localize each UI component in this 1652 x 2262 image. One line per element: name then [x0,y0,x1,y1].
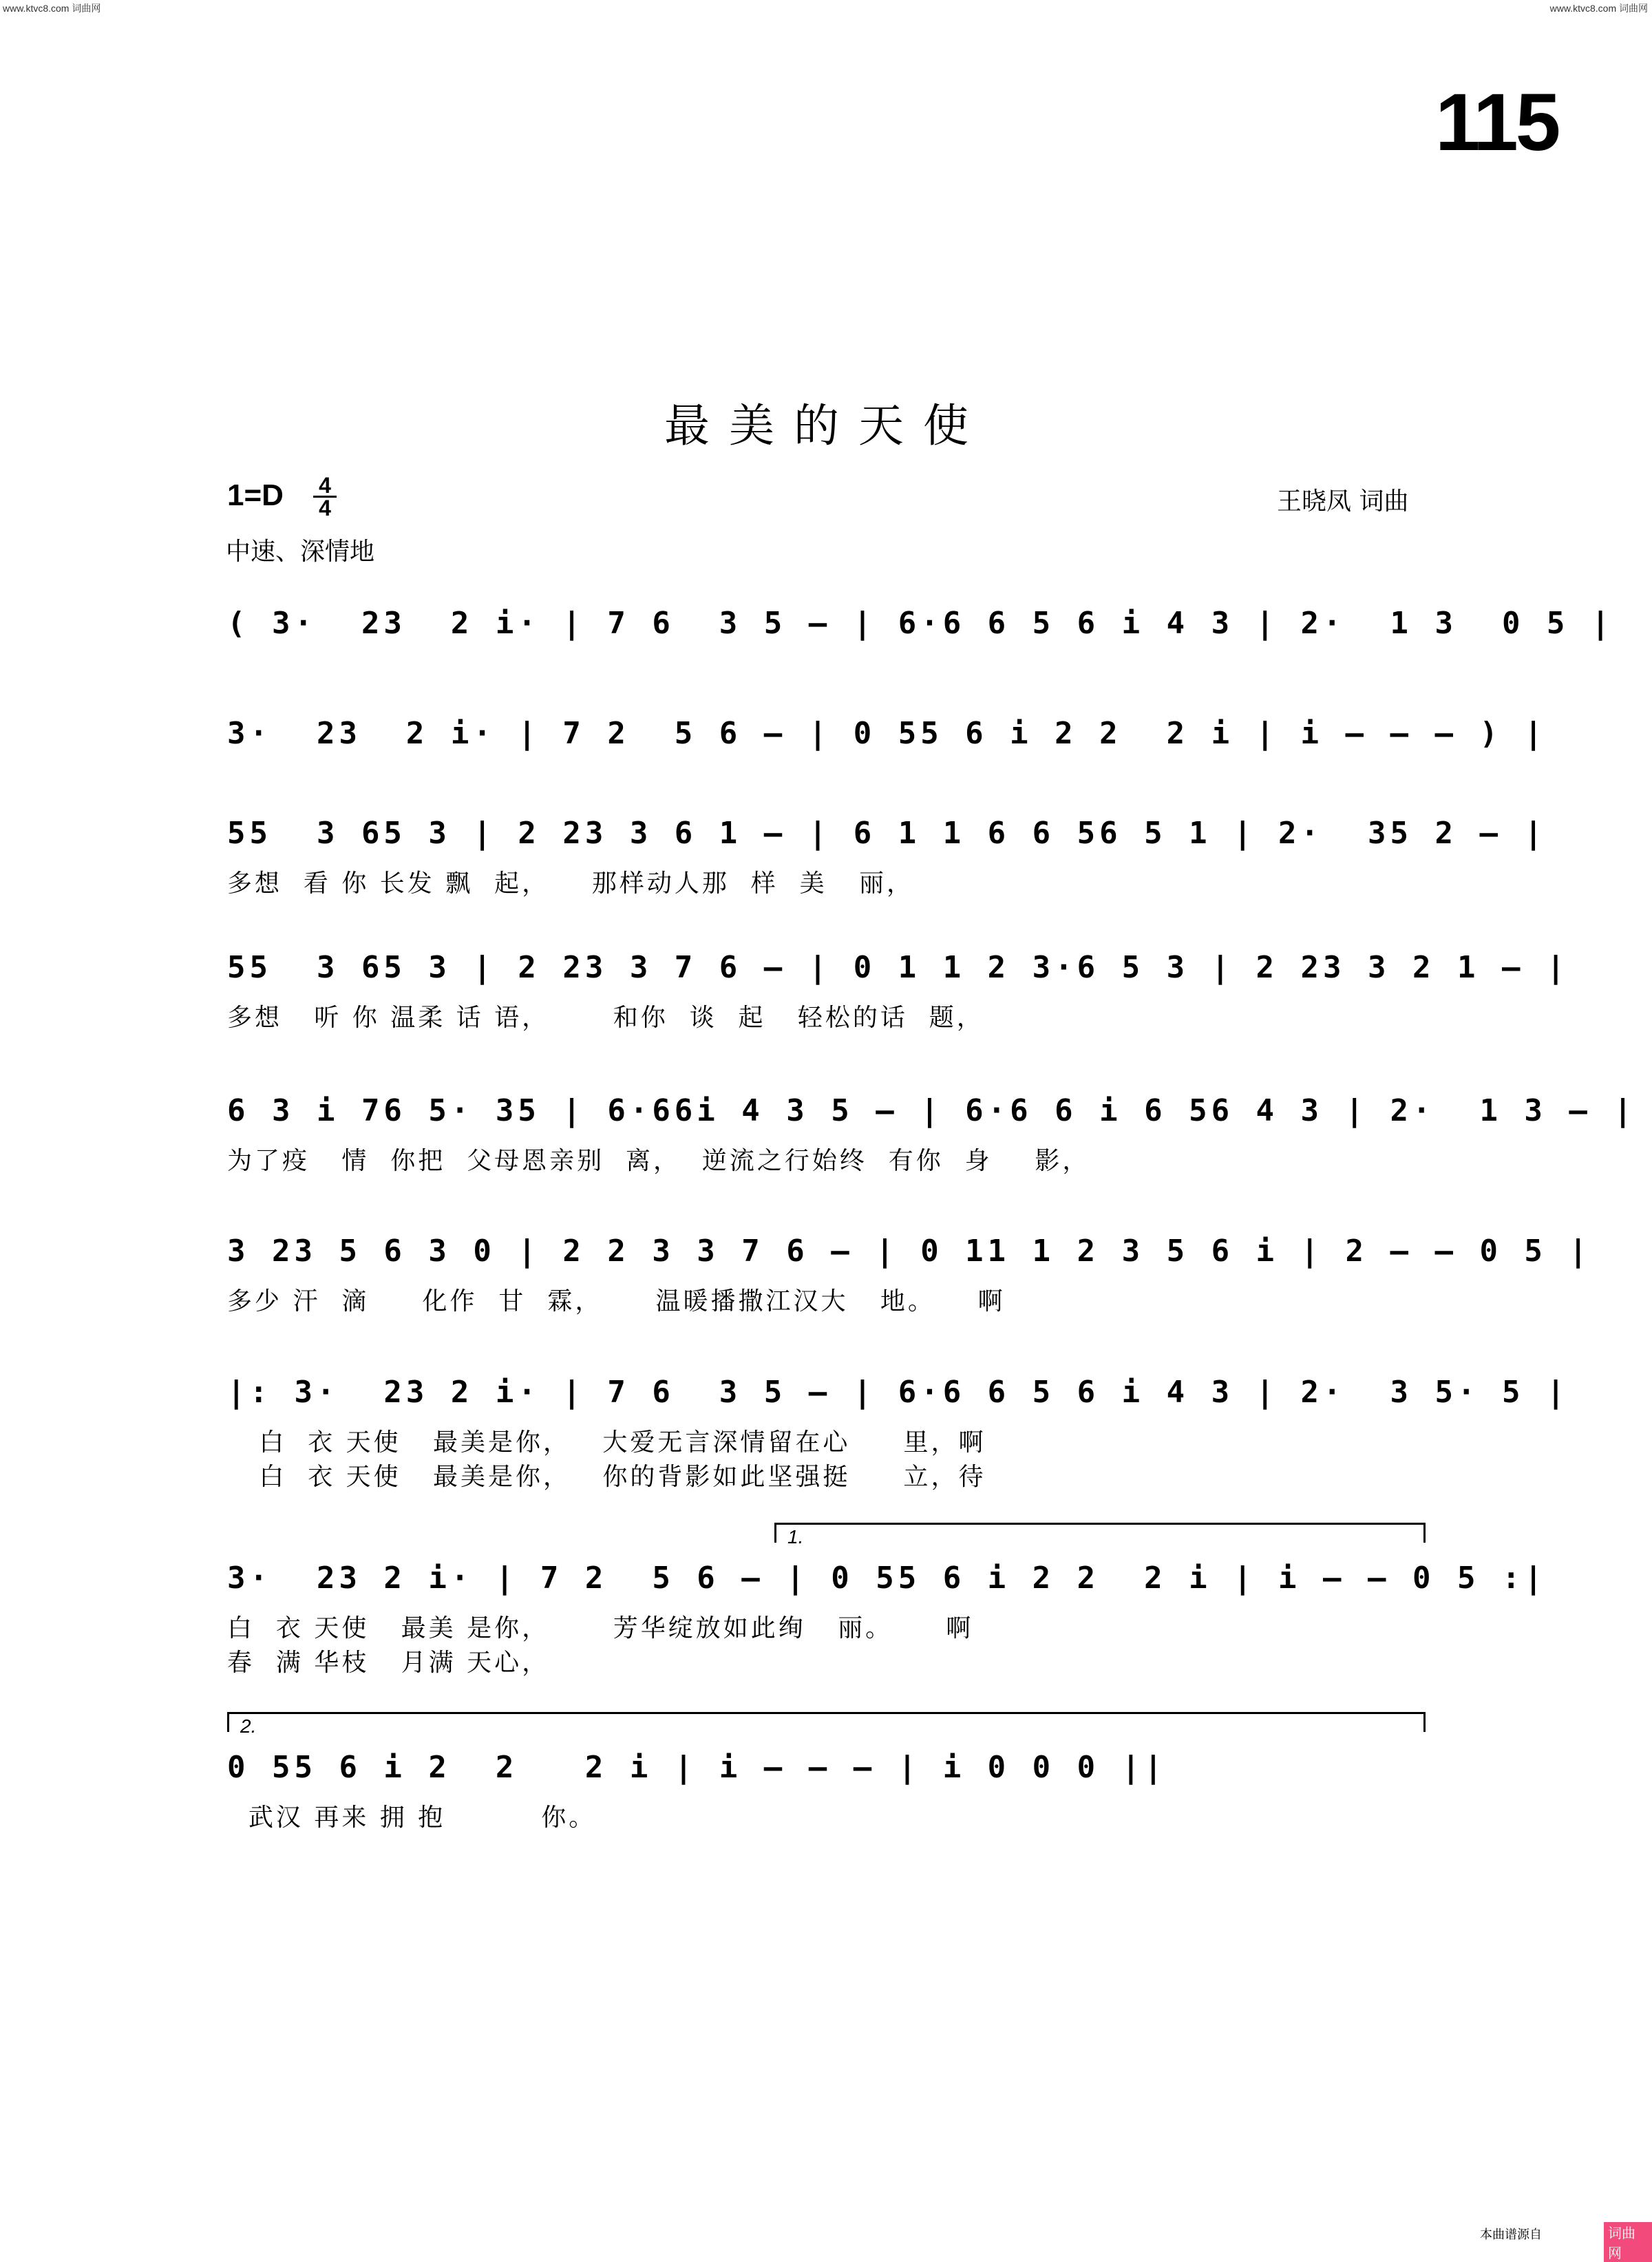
notation-line: |: 3· 23 2 i· | 7 6 3 5 – | 6·6 6 5 6 i 4 3 | 2· 3 5· 5 | [227,1375,1569,1410]
time-signature-top: 4 [319,473,331,498]
notation-line: 3 23 5 6 3 0 | 2 2 3 3 7 6 – | 0 11 1 2 3 5 6 i | 2 – – 0 5 | [227,1234,1591,1269]
lyric-line: 为了疫 情 你把 父母恩亲别 离， 逆流之行始终 有你 身 影， [227,1147,1090,1175]
page-number: 115 [1435,77,1558,168]
footer-brand-logo[interactable]: 词曲网 [1604,2222,1652,2262]
key-signature: 1=D [227,478,284,512]
lyric-line: 多想 听 你 温柔 话 语， 和你 谈 起 轻松的话 题， [227,1004,984,1032]
credits: 王晓凤 词曲 [1277,487,1409,516]
lyric-line: 春 满 华枝 月满 天心， [227,1649,550,1677]
time-signature-bottom: 4 [313,496,337,518]
lyric-line: 白 衣 天使 最美是你， 大爱无言深情留在心 里，啊 [227,1428,986,1457]
lyric-line: 多少 汗 滴 化作 甘 霖， 温暖播撒江汉大 地。 啊 [227,1287,1006,1315]
second-ending-bracket [227,1712,1426,1737]
header-site-left[interactable]: www.ktvc8.com 词曲网 [3,3,101,14]
second-ending-label: 2. [240,1715,257,1737]
notation-line: 3· 23 2 i· | 7 2 5 6 – | 0 55 6 i 2 2 2 i | i – – 0 5 :| [227,1561,1547,1596]
time-signature [313,475,337,518]
lyric-line: 白 衣 天使 最美是你， 你的背影如此坚强挺 立，待 [227,1463,986,1491]
first-ending-label: 1. [787,1526,804,1547]
header-site-right[interactable]: www.ktvc8.com 词曲网 [1549,3,1648,14]
first-ending-bracket [774,1523,1426,1547]
song-title: 最美的天使 [664,399,988,452]
lyric-line: 白 衣 天使 最美 是你， 芳华绽放如此绚 丽。 啊 [227,1614,974,1642]
notation-line: 6 3 i 76 5· 35 | 6·66i 4 3 5 – | 6·6 6 i 6 56 4 3 | 2· 1 3 – | [227,1093,1636,1128]
tempo-marking: 中速、深情地 [226,538,375,566]
lyric-line: 多想 看 你 长发 飘 起， 那样动人那 样 美 丽， [227,869,914,898]
notation-line: 3· 23 2 i· | 7 2 5 6 – | 0 55 6 i 2 2 2 i | i – – – ) | [227,716,1547,751]
notation-line: 55 3 65 3 | 2 23 3 7 6 – | 0 1 1 2 3·6 5 3 | 2 23 3 2 1 – | [227,950,1569,985]
lyric-line: 武汉 再来 拥 抱 你。 [227,1804,597,1832]
footer-source-note: 本曲谱源自 [1480,2228,1542,2241]
notation-line: 55 3 65 3 | 2 23 3 6 1 – | 6 1 1 6 6 56 5 1 | 2· 35 2 – | [227,816,1547,851]
notation-line: ( 3· 23 2 i· | 7 6 3 5 – | 6·6 6 5 6 i 4 3 | 2· 1 3 0 5 | [227,606,1614,641]
notation-line: 0 55 6 i 2 2 2 i | i – – – | i 0 0 0 || [227,1750,1167,1785]
